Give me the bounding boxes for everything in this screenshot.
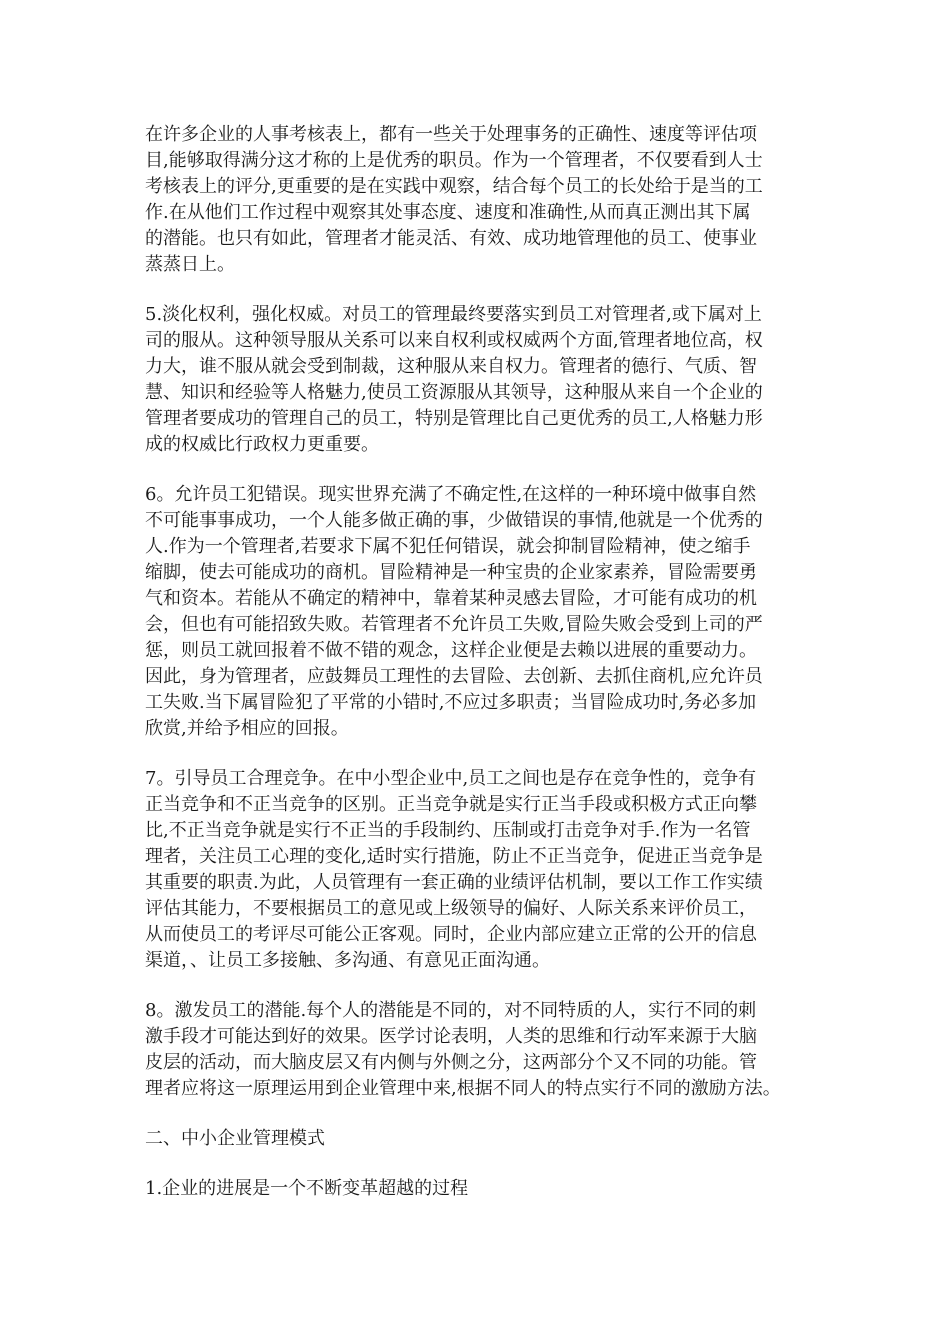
text-line: 目,能够取得满分这才称的上是优秀的职员。作为一个管理者，不仅要看到人士 [145,150,763,171]
text-line: 不可能事事成功，一个人能多做正确的事，少做错误的事情,他就是一个优秀的 [145,510,763,531]
paragraph-point-6 [145,482,825,742]
paragraph-point-7 [145,766,825,974]
text-line: 正当竞争和不正当竞争的区别。正当竞争就是实行正当手段或积极方式正向攀 [145,794,757,815]
section-heading: 二、中小企业管理模式 [145,1128,325,1149]
text-line: 司的服从。这种领导服从关系可以来自权利或权威两个方面,管理者地位高，权 [145,330,763,351]
text-line: 6。允许员工犯错误。现实世界充满了不确定性,在这样的一种环境中做事自然 [145,484,757,505]
text-line: 成的权威比行政权力更重要。 [145,434,379,455]
text-line: 理者应将这一原理运用到企业管理中来,根据不同人的特点实行不同的激励方法。 [145,1078,781,1099]
text-line: 的潜能。也只有如此，管理者才能灵活、有效、成功地管理他的员工、使事业 [145,228,757,249]
paragraph-point-5 [145,302,825,458]
text-line: 考核表上的评分,更重要的是在实践中观察，结合每个员工的长处给于是当的工 [145,176,763,197]
text-line: 管理者要成功的管理自己的员工，特别是管理比自己更优秀的员工,人格魅力形 [145,408,763,429]
text-line: 评估其能力，不要根据员工的意见或上级领导的偏好、人际关系来评价员工， [145,898,757,919]
subsection-heading: 1.企业的进展是一个不断变革超越的过程 [145,1178,469,1199]
text-line: 工失败.当下属冒险犯了平常的小错时,不应过多职责；当冒险成功时,务必多加 [145,692,757,713]
text-line: 比,不正当竞争就是实行不正当的手段制约、压制或打击竞争对手.作为一名管 [145,820,751,841]
text-line: 8。激发员工的潜能.每个人的潜能是不同的，对不同特质的人，实行不同的刺 [145,1000,757,1021]
text-line: 因此，身为管理者，应鼓舞员工理性的去冒险、去创新、去抓住商机,应允许员 [145,666,763,687]
text-line: 蒸蒸日上。 [145,254,235,275]
text-line: 5.淡化权利，强化权威。对员工的管理最终要落实到员工对管理者,或下属对上 [145,304,762,325]
text-line: 人.作为一个管理者,若要求下属不犯任何错误，就会抑制冒险精神，使之缩手 [145,536,751,557]
document-body [145,122,825,1226]
text-line: 欣赏,并给予相应的回报。 [145,718,349,739]
text-line: 慧、知识和经验等人格魅力,使员工资源服从其领导，这种服从来自一个企业的 [145,382,763,403]
text-line: 理者，关注员工心理的变化,适时实行措施，防止不正当竞争，促进正当竞争是 [145,846,763,867]
text-line: 作.在从他们工作过程中观察其处事态度、速度和准确性,从而真正测出其下属 [145,202,751,223]
text-line: 气和资本。若能从不确定的精神中，靠着某种灵感去冒险，才可能有成功的机 [145,588,757,609]
text-line: 7。引导员工合理竞争。在中小型企业中,员工之间也是存在竞争性的，竞争有 [145,768,757,789]
text-line: 惩，则员工就回报着不做不错的观念，这样企业便是去赖以进展的重要动力。 [145,640,757,661]
text-line: 皮层的活动，而大脑皮层又有内侧与外侧之分，这两部分个又不同的功能。管 [145,1052,757,1073]
text-line: 在许多企业的人事考核表上，都有一些关于处理事务的正确性、速度等评估项 [145,124,757,145]
text-line: 会，但也有可能招致失败。若管理者不允许员工失败,冒险失败会受到上司的严 [145,614,763,635]
text-line: 渠道，、让员工多接触、多沟通、有意见正面沟通。 [145,950,550,971]
text-line: 缩脚，使去可能成功的商机。冒险精神是一种宝贵的企业家素养，冒险需要勇 [145,562,757,583]
text-line: 其重要的职责.为此，人员管理有一套正确的业绩评估机制，要以工作工作实绩 [145,872,763,893]
paragraph-point-8 [145,998,825,1102]
text-line: 激手段才可能达到好的效果。医学讨论表明，人类的思维和行动军来源于大脑 [145,1026,757,1047]
text-line: 从而使员工的考评尽可能公正客观。同时，企业内部应建立正常的公开的信息 [145,924,757,945]
paragraph-evaluation [145,122,825,278]
text-line: 力大，谁不服从就会受到制裁，这种服从来自权力。管理者的德行、气质、智 [145,356,757,377]
